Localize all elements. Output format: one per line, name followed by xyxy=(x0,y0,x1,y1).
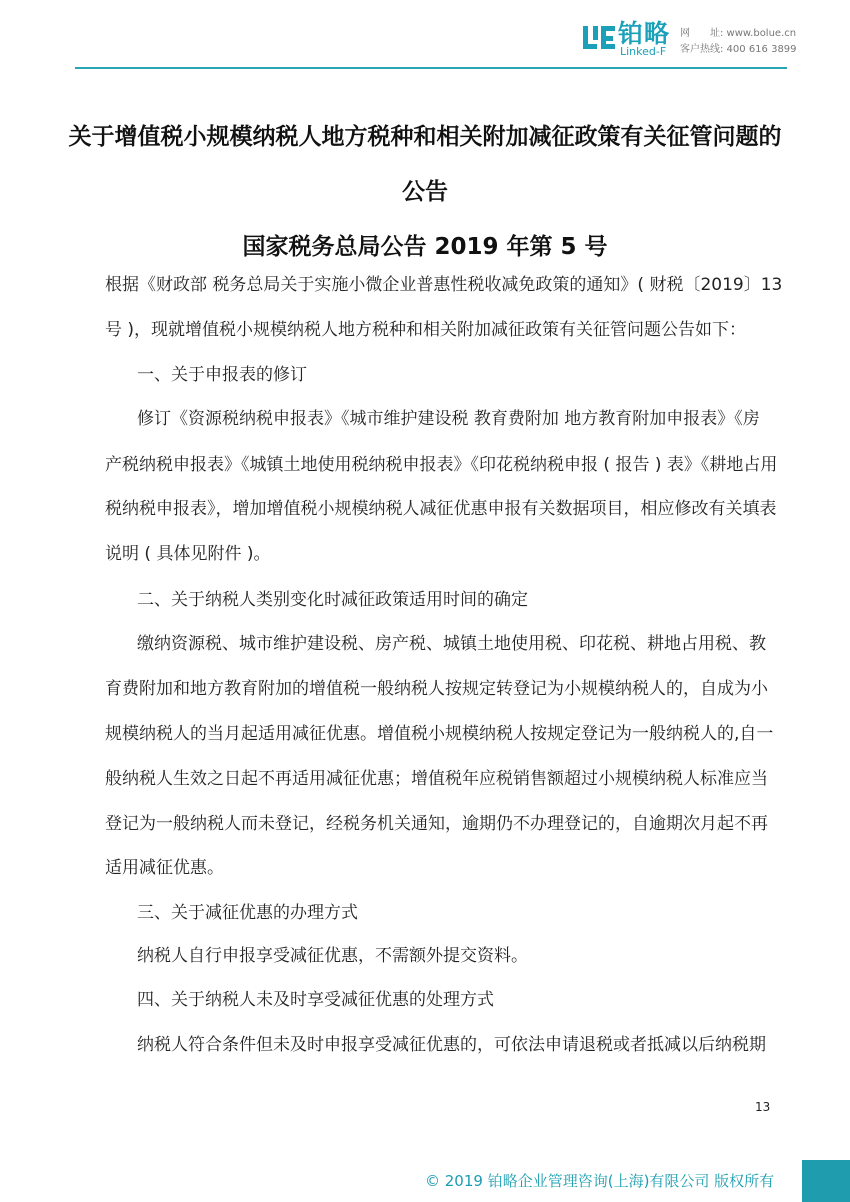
body-line: 规模纳税人的当月起适用减征优惠。增值税小规模纳税人按规定登记为一般纳税人的,自一 xyxy=(105,724,774,744)
section-heading-4: 四、关于纳税人未及时享受减征优惠的处理方式 xyxy=(137,990,494,1010)
page-header xyxy=(0,0,850,70)
body-line: 修订《资源税纳税申报表》《城市维护建设税 教育费附加 地方教育附加申报表》《房 xyxy=(137,409,760,429)
document-title-line2: 公告 xyxy=(402,179,448,205)
header-divider xyxy=(75,67,787,69)
body-line: 纳税人符合条件但未及时申报享受减征优惠的，可依法申请退税或者抵减以后纳税期 xyxy=(137,1035,766,1055)
contact-info xyxy=(680,26,797,58)
body-line: 产税纳税申报表》《城镇土地使用税纳税申报表》《印花税纳税申报 ( 报告 ) 表》《耕地占用 xyxy=(105,455,778,475)
document-title-line1: 关于增值税小规模纳税人地方税种和相关附加减征政策有关征管问题的 xyxy=(68,124,782,150)
section-heading-1: 一、关于申报表的修订 xyxy=(137,365,307,385)
bolue-logo-icon xyxy=(582,24,616,54)
section-heading-2: 二、关于纳税人类别变化时减征政策适用时间的确定 xyxy=(137,590,528,610)
brand-tagline: Linked-F xyxy=(620,45,667,58)
body-line: 说明 ( 具体见附件 )。 xyxy=(105,544,271,564)
body-line: 号 )，现就增值税小规模纳税人地方税种和相关附加减征政策有关征管问题公告如下： xyxy=(105,320,747,340)
page-number: 13 xyxy=(755,1100,771,1114)
brand-name: 铂略 xyxy=(618,19,671,48)
footer-copyright: © 2019 铂略企业管理咨询(上海)有限公司 版权所有 xyxy=(425,1172,775,1190)
body-line: 缴纳资源税、城市维护建设税、房产税、城镇土地使用税、印花税、耕地占用税、教 xyxy=(137,634,766,654)
footer-accent-block xyxy=(802,1160,850,1202)
body-line: 根据《财政部 税务总局关于实施小微企业普惠性税收减免政策的通知》( 财税〔2019〕13 xyxy=(105,275,783,295)
body-line: 税纳税申报表》，增加增值税小规模纳税人减征优惠申报有关数据项目，相应修改有关填表 xyxy=(105,499,777,519)
body-line: 登记为一般纳税人而未登记，经税务机关通知，逾期仍不办理登记的，自逾期次月起不再 xyxy=(105,814,768,834)
body-line: 纳税人自行申报享受减征优惠，不需额外提交资料。 xyxy=(137,946,528,966)
hotline-text: 客户热线: 400 616 3899 xyxy=(680,44,797,55)
body-line: 适用减征优惠。 xyxy=(105,858,224,878)
body-line: 般纳税人生效之日起不再适用减征优惠；增值税年应税销售额超过小规模纳税人标准应当 xyxy=(105,769,768,789)
website-text: 网 址: www.bolue.cn xyxy=(680,28,797,39)
section-heading-3: 三、关于减征优惠的办理方式 xyxy=(137,903,358,923)
announcement-number: 国家税务总局公告 2019 年第 5 号 xyxy=(242,234,608,260)
body-line: 育费附加和地方教育附加的增值税一般纳税人按规定转登记为小规模纳税人的，自成为小 xyxy=(105,679,768,699)
